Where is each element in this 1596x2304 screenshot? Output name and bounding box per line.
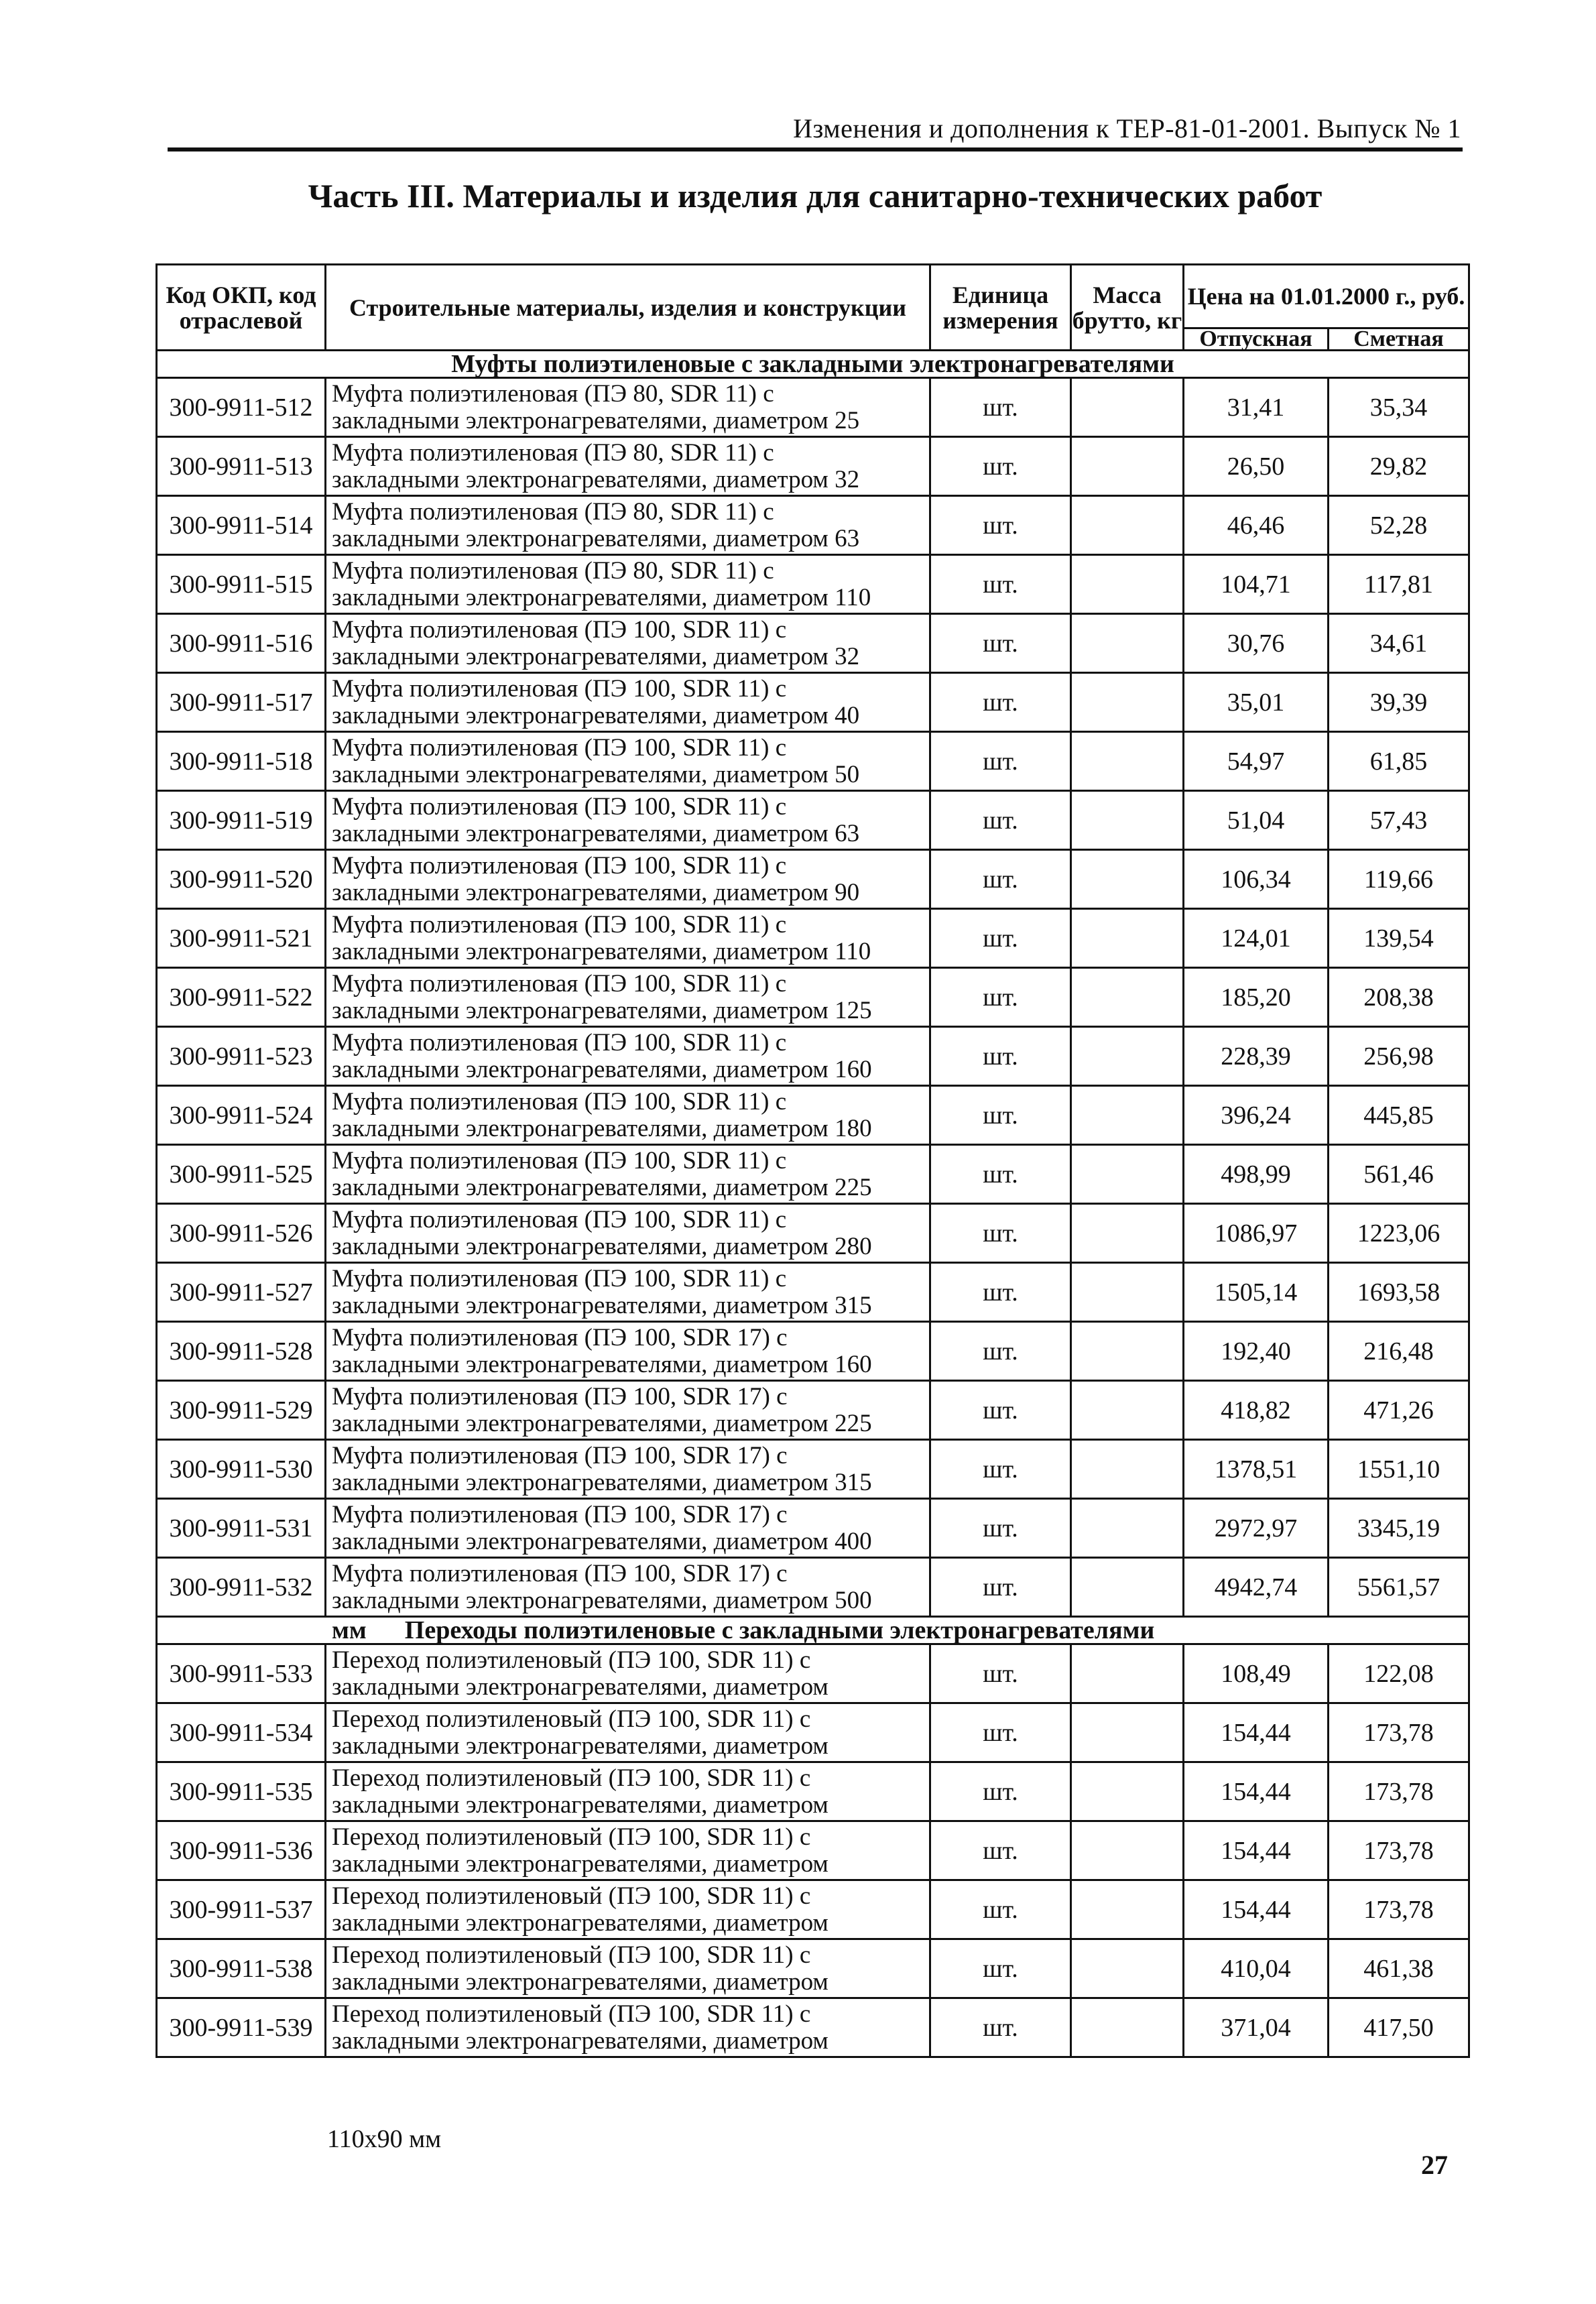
section-prefix: мм: [332, 1616, 367, 1644]
price-estimate: 61,85: [1329, 732, 1469, 791]
table-row: [157, 968, 1469, 1027]
material-name: [326, 1145, 930, 1204]
price-estimate: 173,78: [1329, 1880, 1469, 1939]
table-row: [157, 1644, 1469, 1703]
price-release: 410,04: [1184, 1939, 1329, 1998]
material-name: [326, 496, 930, 555]
price-estimate: 29,82: [1329, 437, 1469, 496]
material-name-line2: закладными электронагревателями, диаметром 125: [332, 997, 872, 1024]
mass: [1071, 437, 1184, 496]
okp-code: 300-9911-517: [157, 673, 326, 732]
price-release: 54,97: [1184, 732, 1329, 791]
okp-code: 300-9911-523: [157, 1027, 326, 1086]
mass: [1071, 1440, 1184, 1499]
mass: [1071, 1381, 1184, 1440]
material-name-line1: Муфта полиэтиленовая (ПЭ 100, SDR 11) с: [332, 852, 787, 880]
mass: [1071, 1086, 1184, 1145]
price-release: 1505,14: [1184, 1263, 1329, 1322]
material-name: [326, 1440, 930, 1499]
okp-code: 300-9911-522: [157, 968, 326, 1027]
material-name-line2: закладными электронагревателями, диаметром 40: [332, 702, 860, 729]
material-name-line1: Муфта полиэтиленовая (ПЭ 80, SDR 11) с: [332, 498, 774, 526]
material-name: [326, 850, 930, 909]
material-name: [326, 968, 930, 1027]
price-estimate: 34,61: [1329, 614, 1469, 673]
okp-code: 300-9911-518: [157, 732, 326, 791]
price-release: 2972,97: [1184, 1499, 1329, 1558]
unit: шт.: [930, 1762, 1071, 1821]
table-row: [157, 909, 1469, 968]
okp-code: 300-9911-521: [157, 909, 326, 968]
running-header: Изменения и дополнения к ТЕР-81-01-2001. Выпуск № 1: [793, 113, 1461, 143]
col-header-price-estimate: Сметная: [1329, 328, 1469, 351]
material-name-line1: Муфта полиэтиленовая (ПЭ 100, SDR 11) с: [332, 616, 787, 644]
section-title: [157, 1617, 1469, 1644]
material-name-line1: Переход полиэтиленовый (ПЭ 100, SDR 11) с: [332, 1764, 811, 1792]
price-estimate: 3345,19: [1329, 1499, 1469, 1558]
table-row: [157, 1880, 1469, 1939]
okp-code: 300-9911-538: [157, 1939, 326, 1998]
price-release: 26,50: [1184, 437, 1329, 496]
materials-table: [156, 263, 1470, 2058]
material-name-line2: закладными электронагревателями, диаметром 180: [332, 1115, 872, 1142]
material-name-line1: Муфта полиэтиленовая (ПЭ 100, SDR 11) с: [332, 675, 787, 703]
material-name-line2: закладными электронагревателями, диаметром 25: [332, 407, 860, 434]
material-name-line1: Переход полиэтиленовый (ПЭ 100, SDR 11) с: [332, 1646, 811, 1674]
footnote: 110x90 мм: [327, 2125, 442, 2153]
price-release: 185,20: [1184, 968, 1329, 1027]
unit: шт.: [930, 732, 1071, 791]
material-name: [326, 1644, 930, 1703]
material-name-line1: Муфта полиэтиленовая (ПЭ 100, SDR 17) с: [332, 1383, 788, 1410]
material-name-line2: закладными электронагревателями, диаметром 63: [332, 525, 860, 552]
okp-code: 300-9911-520: [157, 850, 326, 909]
material-name-line1: Муфта полиэтиленовая (ПЭ 100, SDR 17) с: [332, 1442, 788, 1469]
material-name: [326, 437, 930, 496]
price-release: 30,76: [1184, 614, 1329, 673]
table-row: [157, 437, 1469, 496]
unit: шт.: [930, 1440, 1071, 1499]
table-row: [157, 614, 1469, 673]
mass: [1071, 614, 1184, 673]
table-row: [157, 1204, 1469, 1263]
price-estimate: 208,38: [1329, 968, 1469, 1027]
material-name: [326, 555, 930, 614]
price-estimate: 139,54: [1329, 909, 1469, 968]
material-name: [326, 1027, 930, 1086]
material-name-line2: закладными электронагревателями, диаметром 110: [332, 584, 871, 611]
mass: [1071, 1821, 1184, 1880]
price-estimate: 561,46: [1329, 1145, 1469, 1204]
table-row: [157, 1027, 1469, 1086]
material-name-line2: закладными электронагревателями, диаметром 50: [332, 761, 860, 788]
price-release: 124,01: [1184, 909, 1329, 968]
mass: [1071, 1145, 1184, 1204]
price-release: 104,71: [1184, 555, 1329, 614]
unit: шт.: [930, 1204, 1071, 1263]
material-name: [326, 1381, 930, 1440]
price-estimate: 461,38: [1329, 1939, 1469, 1998]
price-release: 1378,51: [1184, 1440, 1329, 1499]
unit: шт.: [930, 1644, 1071, 1703]
table-row: [157, 1086, 1469, 1145]
unit: шт.: [930, 791, 1071, 850]
okp-code: 300-9911-535: [157, 1762, 326, 1821]
material-name: [326, 1204, 930, 1263]
price-estimate: 173,78: [1329, 1762, 1469, 1821]
price-release: 35,01: [1184, 673, 1329, 732]
material-name: [326, 1703, 930, 1762]
price-estimate: 216,48: [1329, 1322, 1469, 1381]
okp-code: 300-9911-539: [157, 1998, 326, 2057]
material-name-line2: закладными электронагревателями, диаметром 225: [332, 1174, 872, 1201]
material-name: [326, 1558, 930, 1617]
unit: шт.: [930, 496, 1071, 555]
okp-code: 300-9911-529: [157, 1381, 326, 1440]
price-estimate: 117,81: [1329, 555, 1469, 614]
material-name-line1: Муфта полиэтиленовая (ПЭ 100, SDR 11) с: [332, 793, 787, 821]
price-estimate: 173,78: [1329, 1821, 1469, 1880]
unit: шт.: [930, 1558, 1071, 1617]
unit: шт.: [930, 1381, 1071, 1440]
price-estimate: 52,28: [1329, 496, 1469, 555]
material-name-line2: закладными электронагревателями, диаметром: [332, 1791, 828, 1819]
price-release: 31,41: [1184, 378, 1329, 437]
section-couplings: [157, 351, 1469, 1617]
material-name-line2: закладными электронагревателями, диаметром 90: [332, 879, 860, 906]
price-estimate: 1693,58: [1329, 1263, 1469, 1322]
okp-code: 300-9911-519: [157, 791, 326, 850]
mass: [1071, 555, 1184, 614]
okp-code: 300-9911-531: [157, 1499, 326, 1558]
material-name-line2: закладными электронагревателями, диаметром 315: [332, 1469, 872, 1496]
okp-code: 300-9911-533: [157, 1644, 326, 1703]
material-name-line2: закладными электронагревателями, диаметром 32: [332, 466, 860, 493]
material-name-line1: Переход полиэтиленовый (ПЭ 100, SDR 11) с: [332, 1882, 811, 1910]
material-name-line1: Переход полиэтиленовый (ПЭ 100, SDR 11) с: [332, 2000, 811, 2028]
material-name: [326, 1762, 930, 1821]
unit: шт.: [930, 614, 1071, 673]
table-row: [157, 1762, 1469, 1821]
unit: шт.: [930, 555, 1071, 614]
price-release: 1086,97: [1184, 1204, 1329, 1263]
price-release: 154,44: [1184, 1821, 1329, 1880]
col-header-price-release: Отпускная: [1184, 328, 1329, 351]
price-estimate: 39,39: [1329, 673, 1469, 732]
material-name-line2: закладными электронагревателями, диаметром 63: [332, 820, 860, 847]
table-row: [157, 1381, 1469, 1440]
unit: шт.: [930, 1703, 1071, 1762]
table-row: [157, 791, 1469, 850]
material-name-line1: Переход полиэтиленовый (ПЭ 100, SDR 11) с: [332, 1823, 811, 1851]
section-reducers: [157, 1617, 1469, 2057]
okp-code: 300-9911-525: [157, 1145, 326, 1204]
table-row: [157, 1322, 1469, 1381]
mass: [1071, 1499, 1184, 1558]
material-name-line2: закладными электронагревателями, диаметром 280: [332, 1233, 872, 1260]
material-name-line2: закладными электронагревателями, диаметром 315: [332, 1292, 872, 1319]
unit: шт.: [930, 1322, 1071, 1381]
mass: [1071, 1263, 1184, 1322]
okp-code: 300-9911-536: [157, 1821, 326, 1880]
okp-code: 300-9911-537: [157, 1880, 326, 1939]
material-name: [326, 1998, 930, 2057]
material-name: [326, 1821, 930, 1880]
price-release: 192,40: [1184, 1322, 1329, 1381]
price-estimate: 1551,10: [1329, 1440, 1469, 1499]
unit: шт.: [930, 1939, 1071, 1998]
mass: [1071, 1204, 1184, 1263]
material-name-line2: закладными электронагревателями, диаметром: [332, 1909, 828, 1937]
material-name-line2: закладными электронагревателями, диаметром 160: [332, 1351, 872, 1378]
material-name-line1: Муфта полиэтиленовая (ПЭ 100, SDR 17) с: [332, 1324, 788, 1351]
table-row: [157, 1703, 1469, 1762]
price-release: 108,49: [1184, 1644, 1329, 1703]
material-name-line1: Муфта полиэтиленовая (ПЭ 80, SDR 11) с: [332, 439, 774, 467]
price-estimate: 173,78: [1329, 1703, 1469, 1762]
mass: [1071, 1558, 1184, 1617]
material-name-line1: Муфта полиэтиленовая (ПЭ 100, SDR 11) с: [332, 1029, 787, 1056]
material-name-line1: Муфта полиэтиленовая (ПЭ 100, SDR 11) с: [332, 911, 787, 938]
okp-code: 300-9911-534: [157, 1703, 326, 1762]
table-row: [157, 1939, 1469, 1998]
material-name: [326, 1086, 930, 1145]
col-header-price: Цена на 01.01.2000 г., руб.: [1184, 265, 1469, 328]
material-name: [326, 909, 930, 968]
material-name: [326, 732, 930, 791]
material-name-line2: закладными электронагревателями, диаметром: [332, 1673, 828, 1701]
unit: шт.: [930, 673, 1071, 732]
price-release: 371,04: [1184, 1998, 1329, 2057]
section-title-text: Переходы полиэтиленовые с закладными электронагревателями: [404, 1616, 1155, 1644]
material-name-line2: закладными электронагревателями, диаметром 225: [332, 1410, 872, 1437]
table-row: [157, 673, 1469, 732]
okp-code: 300-9911-532: [157, 1558, 326, 1617]
mass: [1071, 850, 1184, 909]
material-name-line2: закладными электронагревателями, диаметром 400: [332, 1528, 872, 1555]
material-name-line1: Муфта полиэтиленовая (ПЭ 100, SDR 17) с: [332, 1501, 788, 1528]
material-name: [326, 673, 930, 732]
mass: [1071, 909, 1184, 968]
table-header: [157, 265, 1469, 351]
okp-code: 300-9911-512: [157, 378, 326, 437]
material-name: [326, 1263, 930, 1322]
mass: [1071, 1939, 1184, 1998]
unit: шт.: [930, 1027, 1071, 1086]
mass: [1071, 1762, 1184, 1821]
table-row: [157, 850, 1469, 909]
price-estimate: 122,08: [1329, 1644, 1469, 1703]
table-row: [157, 1263, 1469, 1322]
okp-code: 300-9911-530: [157, 1440, 326, 1499]
material-name-line2: закладными электронагревателями, диаметром: [332, 1732, 828, 1760]
mass: [1071, 378, 1184, 437]
unit: шт.: [930, 1086, 1071, 1145]
mass: [1071, 732, 1184, 791]
table-row: [157, 378, 1469, 437]
material-name: [326, 378, 930, 437]
unit: шт.: [930, 1263, 1071, 1322]
mass: [1071, 791, 1184, 850]
table-row: [157, 1558, 1469, 1617]
material-name: [326, 1499, 930, 1558]
table-row: [157, 555, 1469, 614]
page-number: 27: [1421, 2150, 1448, 2180]
material-name: [326, 614, 930, 673]
col-header-name: Строительные материалы, изделия и конструкции: [326, 265, 930, 351]
price-estimate: 256,98: [1329, 1027, 1469, 1086]
material-name-line1: Переход полиэтиленовый (ПЭ 100, SDR 11) с: [332, 1705, 811, 1733]
okp-code: 300-9911-513: [157, 437, 326, 496]
mass: [1071, 1703, 1184, 1762]
okp-code: 300-9911-528: [157, 1322, 326, 1381]
table-row: [157, 496, 1469, 555]
material-name-line2: закладными электронагревателями, диаметром 110: [332, 938, 871, 965]
mass: [1071, 1644, 1184, 1703]
material-name-line2: закладными электронагревателями, диаметром: [332, 2027, 828, 2055]
unit: шт.: [930, 850, 1071, 909]
mass: [1071, 1998, 1184, 2057]
unit: шт.: [930, 1998, 1071, 2057]
unit: шт.: [930, 1821, 1071, 1880]
okp-code: 300-9911-516: [157, 614, 326, 673]
price-release: 46,46: [1184, 496, 1329, 555]
material-name-line1: Муфта полиэтиленовая (ПЭ 100, SDR 11) с: [332, 1147, 787, 1174]
unit: шт.: [930, 968, 1071, 1027]
material-name-line1: Муфта полиэтиленовая (ПЭ 100, SDR 17) с: [332, 1560, 788, 1587]
table-row: [157, 1499, 1469, 1558]
mass: [1071, 968, 1184, 1027]
unit: шт.: [930, 1880, 1071, 1939]
price-release: 154,44: [1184, 1880, 1329, 1939]
unit: шт.: [930, 1145, 1071, 1204]
material-name-line1: Муфта полиэтиленовая (ПЭ 100, SDR 11) с: [332, 970, 787, 997]
price-estimate: 1223,06: [1329, 1204, 1469, 1263]
table-row: [157, 1145, 1469, 1204]
price-estimate: 445,85: [1329, 1086, 1469, 1145]
header-rule: [168, 147, 1463, 151]
mass: [1071, 1027, 1184, 1086]
mass: [1071, 1322, 1184, 1381]
table-row: [157, 1440, 1469, 1499]
unit: шт.: [930, 909, 1071, 968]
price-release: 154,44: [1184, 1762, 1329, 1821]
price-release: 498,99: [1184, 1145, 1329, 1204]
unit: шт.: [930, 1499, 1071, 1558]
material-name-line2: закладными электронагревателями, диаметром 32: [332, 643, 860, 670]
section-title: Муфты полиэтиленовые с закладными электронагревателями: [157, 351, 1469, 378]
col-header-mass: Масса брутто, кг: [1071, 265, 1184, 351]
table-row: [157, 1998, 1469, 2057]
material-name-line1: Муфта полиэтиленовая (ПЭ 100, SDR 11) с: [332, 1265, 787, 1292]
material-name: [326, 1322, 930, 1381]
price-estimate: 57,43: [1329, 791, 1469, 850]
price-estimate: 5561,57: [1329, 1558, 1469, 1617]
material-name-line1: Муфта полиэтиленовая (ПЭ 100, SDR 11) с: [332, 734, 787, 762]
okp-code: 300-9911-526: [157, 1204, 326, 1263]
material-name-line2: закладными электронагревателями, диаметром: [332, 1968, 828, 1996]
col-header-unit: Единица измерения: [930, 265, 1071, 351]
price-estimate: 119,66: [1329, 850, 1469, 909]
table-row: [157, 1821, 1469, 1880]
material-name-line1: Муфта полиэтиленовая (ПЭ 80, SDR 11) с: [332, 557, 774, 585]
mass: [1071, 496, 1184, 555]
material-name-line2: закладными электронагревателями, диаметром 160: [332, 1056, 872, 1083]
mass: [1071, 673, 1184, 732]
price-release: 396,24: [1184, 1086, 1329, 1145]
price-release: 228,39: [1184, 1027, 1329, 1086]
unit: шт.: [930, 437, 1071, 496]
material-name-line2: закладными электронагревателями, диаметром: [332, 1850, 828, 1878]
unit: шт.: [930, 378, 1071, 437]
price-estimate: 471,26: [1329, 1381, 1469, 1440]
okp-code: 300-9911-515: [157, 555, 326, 614]
okp-code: 300-9911-514: [157, 496, 326, 555]
table-row: [157, 732, 1469, 791]
price-release: 106,34: [1184, 850, 1329, 909]
material-name: [326, 1880, 930, 1939]
price-release: 154,44: [1184, 1703, 1329, 1762]
material-name-line2: закладными электронагревателями, диаметром 500: [332, 1587, 872, 1614]
col-header-code: Код ОКП, код отраслевой: [157, 265, 326, 351]
okp-code: 300-9911-524: [157, 1086, 326, 1145]
okp-code: 300-9911-527: [157, 1263, 326, 1322]
material-name-line1: Переход полиэтиленовый (ПЭ 100, SDR 11) с: [332, 1941, 811, 1969]
price-release: 51,04: [1184, 791, 1329, 850]
material-name: [326, 1939, 930, 1998]
price-estimate: 35,34: [1329, 378, 1469, 437]
price-release: 418,82: [1184, 1381, 1329, 1440]
material-name-line1: Муфта полиэтиленовая (ПЭ 100, SDR 11) с: [332, 1088, 787, 1115]
page-title: Часть III. Материалы и изделия для санитарно-технических работ: [308, 177, 1323, 215]
price-release: 4942,74: [1184, 1558, 1329, 1617]
material-name: [326, 791, 930, 850]
material-name-line1: Муфта полиэтиленовая (ПЭ 100, SDR 11) с: [332, 1206, 787, 1233]
price-estimate: 417,50: [1329, 1998, 1469, 2057]
material-name-line1: Муфта полиэтиленовая (ПЭ 80, SDR 11) с: [332, 380, 774, 408]
mass: [1071, 1880, 1184, 1939]
